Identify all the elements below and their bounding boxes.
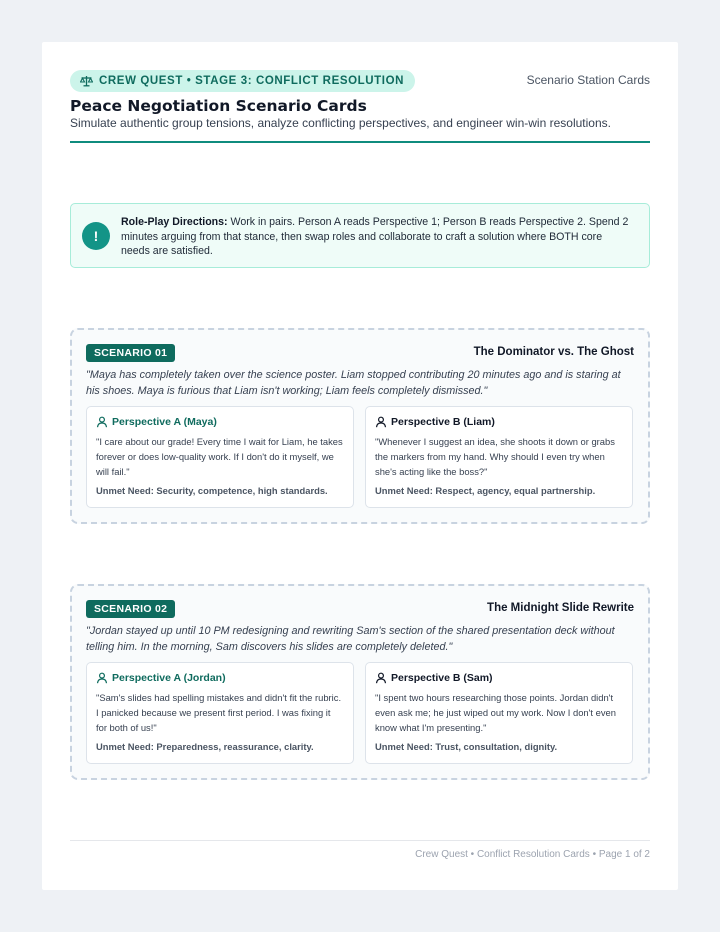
perspective-b-label: Perspective B (Liam)	[391, 416, 495, 428]
person-icon	[96, 416, 108, 428]
scenario-card	[70, 584, 650, 780]
perspective-a-heading	[96, 416, 217, 428]
perspective-b-quote: "I spent two hours researching those points. Jordan didn't even ask me; he just wiped out my work. Now I don't even know what I'm presenting."	[375, 692, 616, 733]
scenario-description: "Jordan stayed up until 10 PM redesigning and rewriting Sam's section of the shared presentation deck without telling him. In the morning, Sam discovers his slides are completely deleted."	[86, 625, 615, 653]
directions-text	[121, 215, 631, 259]
title-divider	[70, 141, 650, 143]
perspective-a-need: Unmet Need: Preparedness, reassurance, clarity.	[96, 741, 314, 752]
person-icon	[375, 672, 387, 684]
station-label: Scenario Station Cards	[526, 73, 650, 87]
scales-icon	[80, 75, 93, 87]
scenario-badge: SCENARIO 02	[86, 600, 175, 618]
perspective-a-card	[86, 662, 354, 764]
stage-pill-label: CREW QUEST • STAGE 3: CONFLICT RESOLUTION	[99, 75, 405, 87]
scenario-badge: SCENARIO 01	[86, 344, 175, 362]
header-row	[70, 70, 650, 92]
perspective-a-quote: "I care about our grade! Every time I wait for Liam, he takes forever or does low-quality work. If I don't do it myself, we will fail."	[96, 436, 343, 477]
person-icon	[375, 416, 387, 428]
page-footer: Crew Quest • Conflict Resolution Cards • Page 1 of 2	[415, 849, 650, 860]
perspective-b-quote: "Whenever I suggest an idea, she shoots it down or grabs the markers from my hand. Why should I even try when she's acting like the boss?"	[375, 436, 615, 477]
footer-divider	[70, 840, 650, 841]
perspective-b-heading	[375, 672, 493, 684]
directions-body: Work in pairs. Person A reads Perspective 1; Person B reads Perspective 2. Spend 2 minutes arguing from that stance, then swap roles and collaborate to craft a solution where BOTH core needs are satisfied.	[121, 216, 629, 257]
page-title: Peace Negotiation Scenario Cards	[70, 97, 367, 115]
perspective-a-quote: "Sam's slides had spelling mistakes and didn't fit the rubric. I panicked because we present first period. I was fixing it for both of us!"	[96, 692, 342, 733]
scenario-description: "Maya has completely taken over the science poster. Liam stopped contributing 20 minutes ago and is staring at his shoes. Maya is furious that Liam isn't working; Liam feels completely dismissed."	[86, 369, 621, 397]
perspective-a-need: Unmet Need: Security, competence, high standards.	[96, 485, 328, 496]
perspective-a-label: Perspective A (Maya)	[112, 416, 217, 428]
perspective-b-label: Perspective B (Sam)	[391, 672, 493, 684]
scenario-title: The Midnight Slide Rewrite	[487, 602, 634, 614]
person-icon	[96, 672, 108, 684]
scenario-card	[70, 328, 650, 524]
perspective-b-need: Unmet Need: Respect, agency, equal partnership.	[375, 485, 596, 496]
worksheet-page	[42, 42, 678, 890]
scenario-title: The Dominator vs. The Ghost	[473, 346, 634, 358]
stage-pill	[70, 70, 415, 92]
perspective-a-label: Perspective A (Jordan)	[112, 672, 226, 684]
alert-icon: !	[82, 222, 110, 250]
page-subtitle: Simulate authentic group tensions, analyze conflicting perspectives, and engineer win-win resolutions.	[70, 116, 611, 130]
perspective-a-heading	[96, 672, 226, 684]
perspective-b-need: Unmet Need: Trust, consultation, dignity.	[375, 741, 558, 752]
perspective-b-heading	[375, 416, 495, 428]
directions-callout	[70, 203, 650, 268]
perspective-b-card	[365, 662, 633, 764]
perspective-a-card	[86, 406, 354, 508]
perspective-b-card	[365, 406, 633, 508]
directions-label: Role-Play Directions:	[121, 216, 228, 228]
